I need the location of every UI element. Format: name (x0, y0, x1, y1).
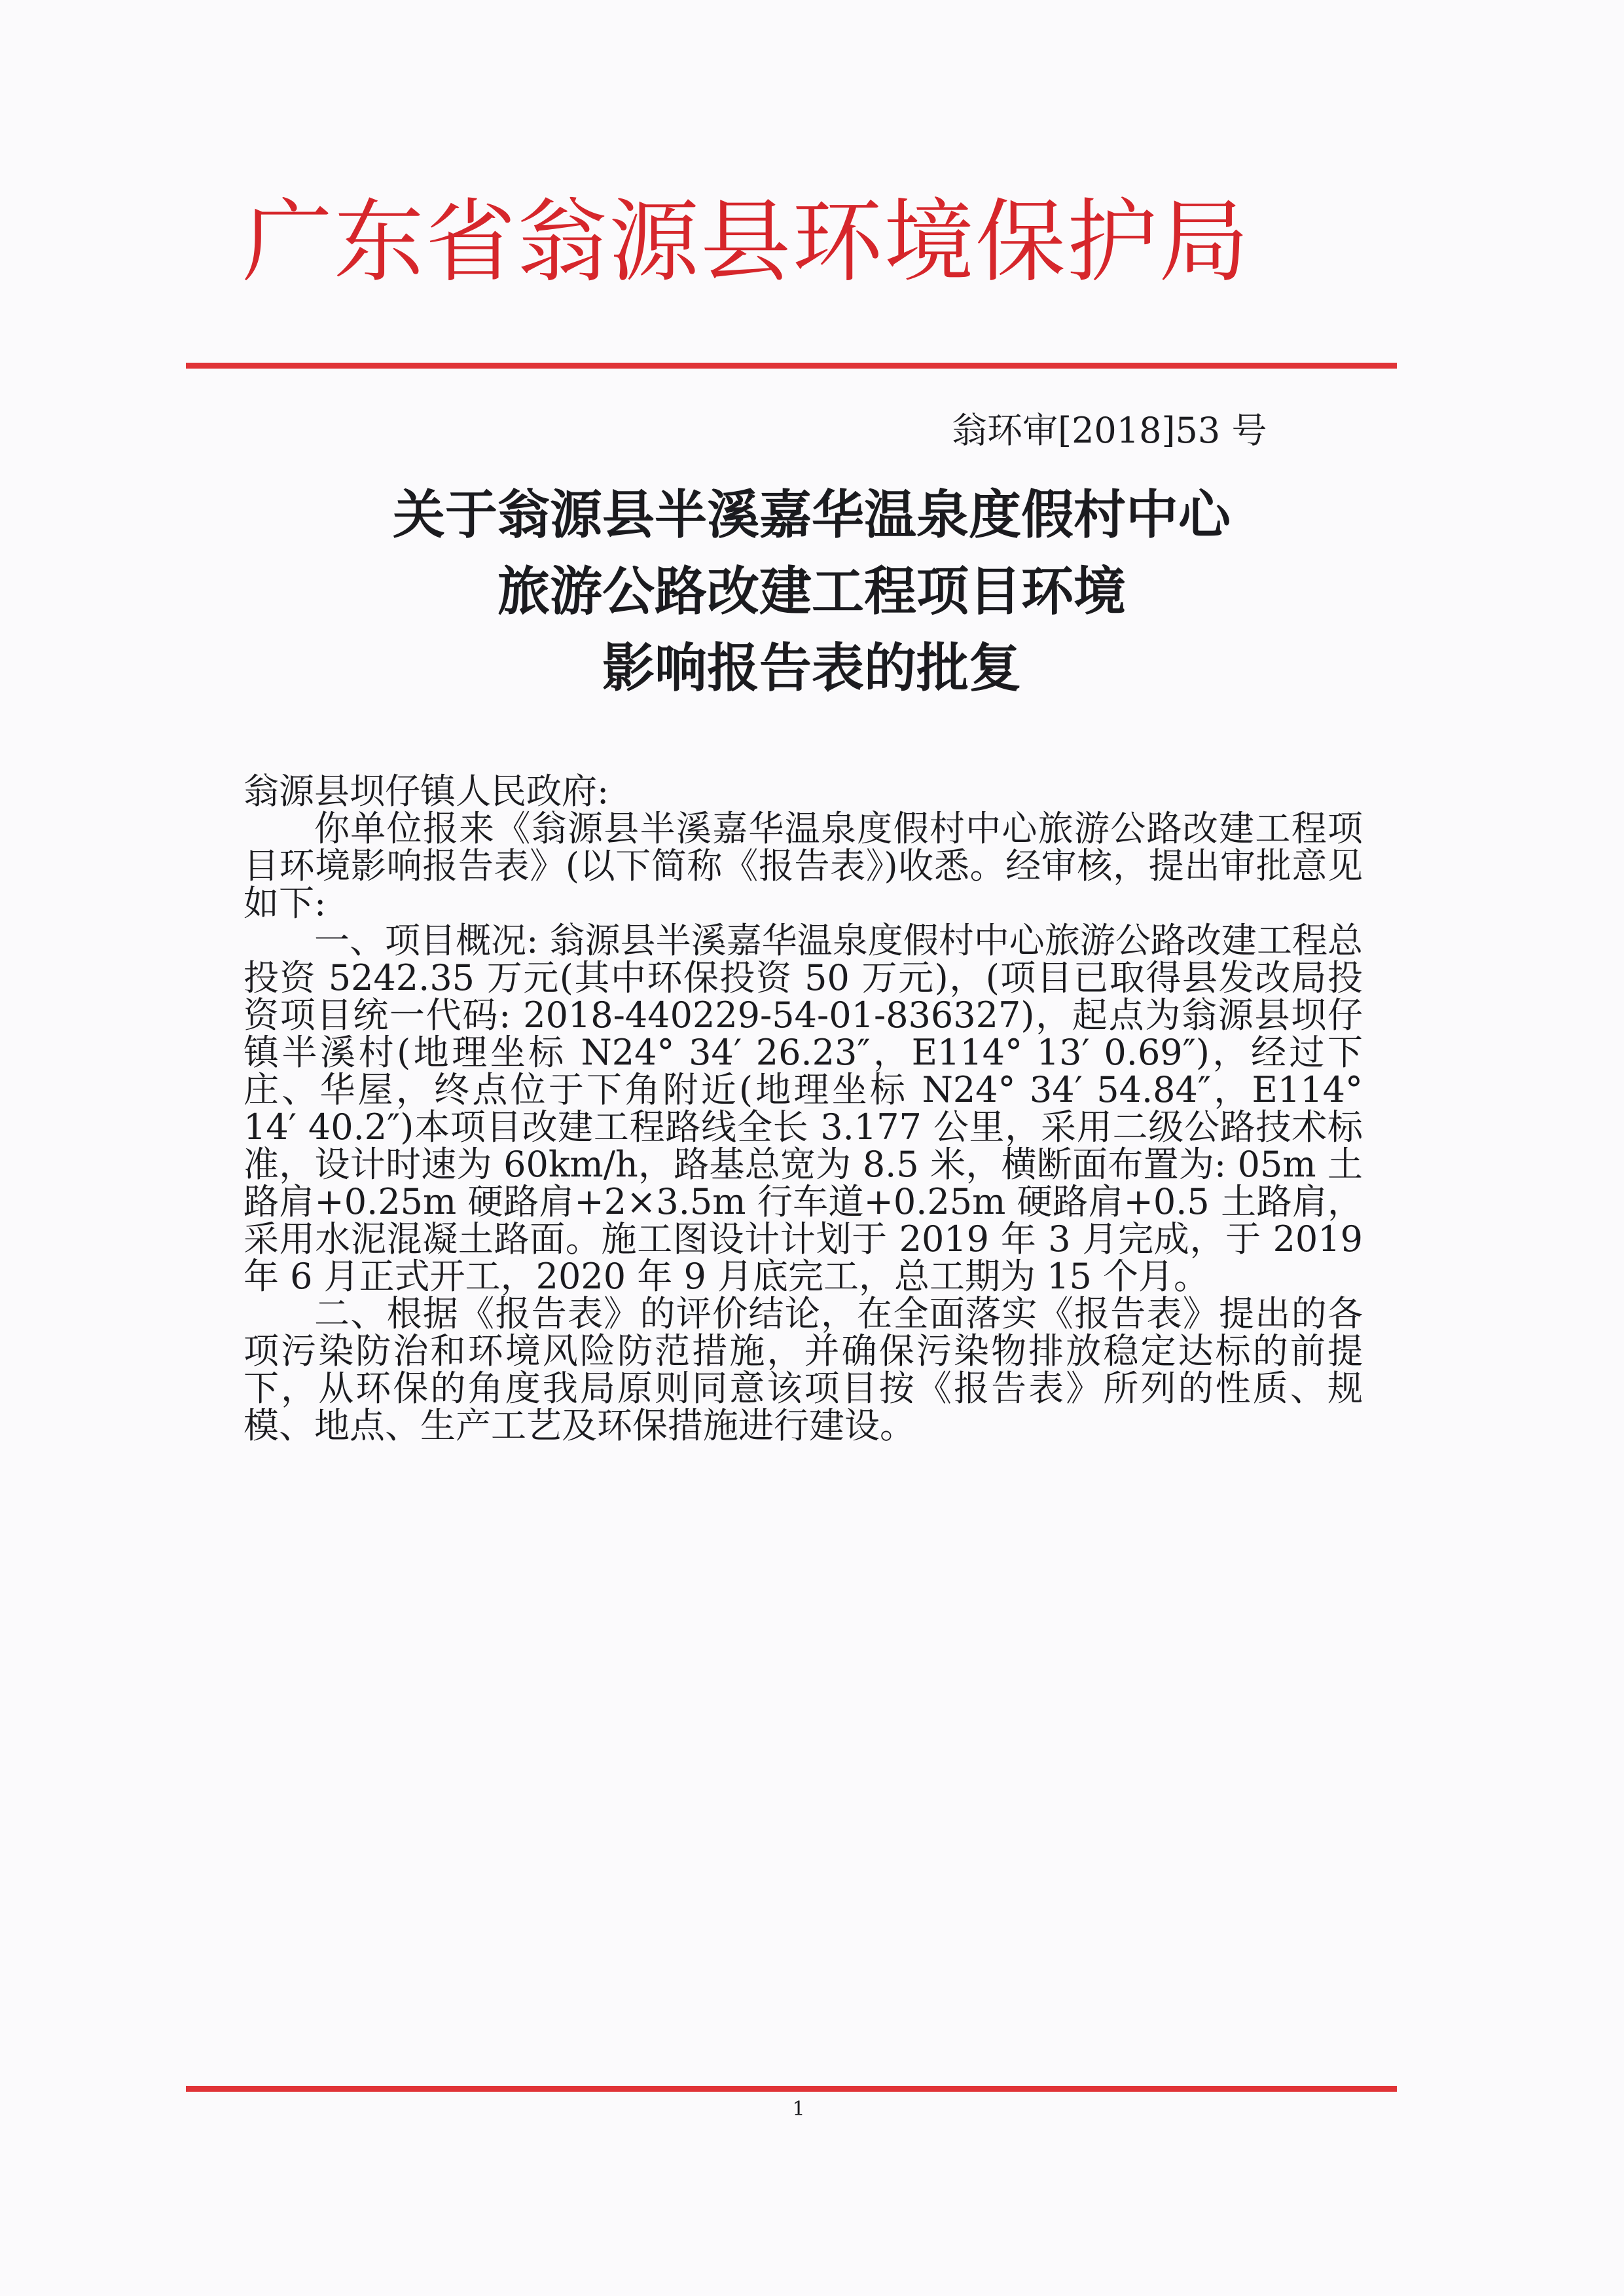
header-red-rule (186, 363, 1397, 369)
document-title-line: 旅游公路改建工程项目环境 (497, 561, 1126, 622)
footer-red-rule (186, 2086, 1397, 2092)
body-paragraph: 你单位报来《翁源县半溪嘉华温泉度假村中心旅游公路改建工程项目环境影响报告表》(以下简称《报告表》)收悉。经审核，提出审批意见如下: (244, 808, 1363, 924)
document-title-line: 关于翁源县半溪嘉华温泉度假村中心 (393, 484, 1231, 545)
document-title (196, 477, 1427, 706)
recipient-salutation: 翁源县坝仔镇人民政府: (244, 771, 609, 812)
document-title-line: 影响报告表的批复 (602, 638, 1021, 699)
body-paragraph: 一、项目概况: 翁源县半溪嘉华温泉度假村中心旅游公路改建工程总投资 5242.35 万元(其中环保投资 50 万元)，(项目已取得县发改局投资项目统一代码: 2018-440229-54-01-836327)，起点为翁源县坝仔镇半溪村(地理坐标 N24° 34′ 26.23″，E114° 13′ 0.69″)，经过下庄、华屋，终点位于下角附近(地理坐标 N24° 34′ 54.84″，E114° 14′ 40.2″)本项目改建工程路线全长 3.177 公里，采用二级公路技术标准，设计时速为 60km/h，路基总宽为 8.5 米，横断面布置为: 05m 土路肩+0.25m 硬路肩+2×3.5m 行车道+0.25m 硬路肩+0.5 土路肩，采用水泥混凝土路面。施工图设计计划于 2019 年 3 月完成，于 2019 年 6 月正式开工，2020 年 9 月底完工，总工期为 15 个月。 (244, 920, 1363, 1297)
document-number: 翁环审[2018]53 号 (952, 410, 1267, 451)
document-body (244, 773, 1363, 1444)
body-paragraph: 二、根据《报告表》的评价结论，在全面落实《报告表》提出的各项污染防治和环境风险防范措施，并确保污染物排放稳定达标的前提下，从环保的角度我局原则同意该项目按《报告表》所列的性质、规模、地点、生产工艺及环保措施进行建设。 (244, 1293, 1363, 1446)
agency-header: 广东省翁源县环境保护局 (242, 189, 1251, 295)
page-number: 1 (792, 2098, 805, 2121)
